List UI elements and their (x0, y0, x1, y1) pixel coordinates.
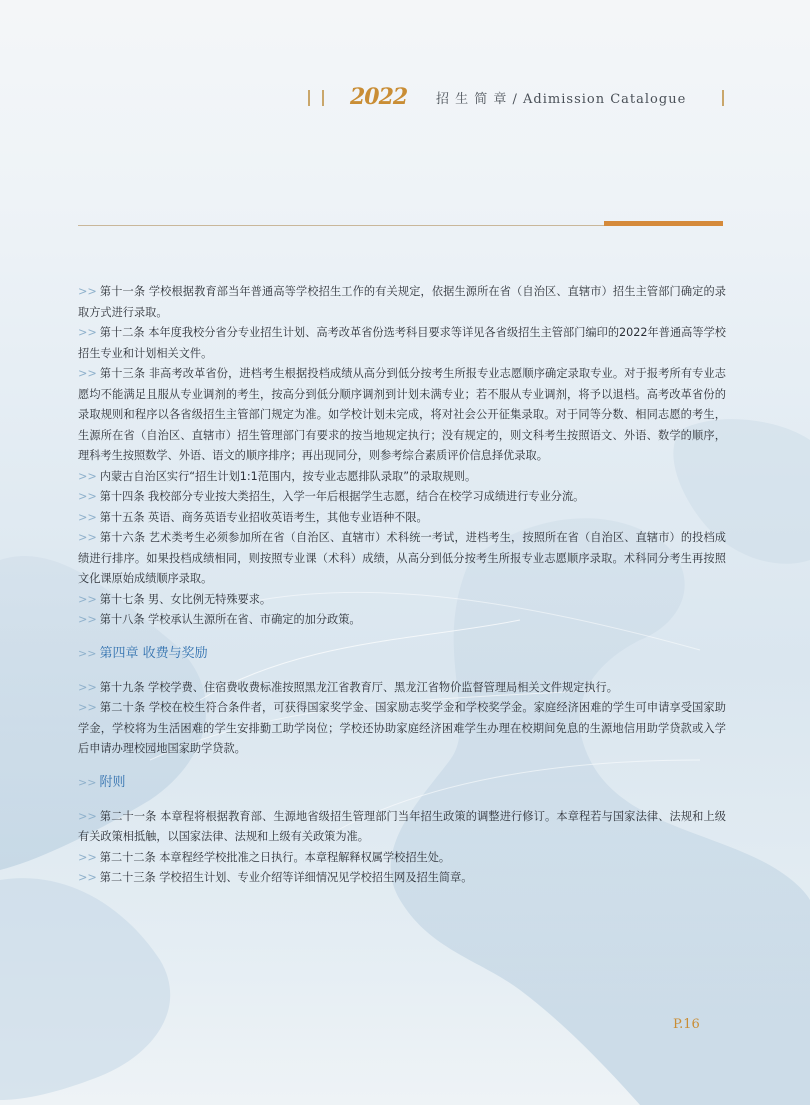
arrow-marker: >> (78, 646, 97, 660)
arrow-marker: >> (78, 469, 97, 483)
article-paragraph (78, 528, 726, 590)
article-paragraph (78, 610, 726, 631)
arrow-marker: >> (78, 871, 97, 884)
article-paragraph (78, 323, 726, 364)
article-paragraph (78, 698, 726, 760)
article-paragraph (78, 807, 726, 848)
arrow-marker: >> (78, 285, 97, 298)
section-title: 附则 (99, 774, 126, 790)
article-text: 第十七条 男、女比例无特殊要求。 (99, 592, 272, 606)
article-text: 第十一条 学校根据教育部当年普通高等学校招生工作的有关规定，依据生源所在省（自治区、直辖市）招生主管部门确定的录取方式进行录取。 (78, 285, 726, 319)
article-text: 内蒙古自治区实行“招生计划1:1范围内，按专业志愿排队录取”的录取规则。 (99, 469, 477, 483)
header-divider-bar (322, 90, 324, 106)
arrow-marker: >> (78, 531, 97, 544)
arrow-marker: >> (78, 326, 97, 339)
article-text: 第十三条 非高考改革省份，进档考生根据投档成绩从高分到低分按考生所报专业志愿顺序确定录取专业。对于报考所有专业志愿均不能满足且服从专业调剂的考生，按高分到低分顺序调剂到计划未满专业；若不服从专业调剂，将予以退档。高考改革省份的录取规则和程序以各省级招生主管部门规定为准。如学校计划未完成，将对社会公开征集录取。对于同等分数、相同志愿的考生，生源所在省（自治区、直辖市）招生管理部门有要求的按当地规定执行；没有规定的，则文科考生按照语文、外语、数学的顺序，理科考生按照数学、外语、语文的顺序排序；再出现同分，则参考综合素质评价信息择优录取。 (78, 367, 726, 462)
article-paragraph (78, 868, 726, 889)
article-text: 第二十二条 本章程经学校批准之日执行。本章程解释权属学校招生处。 (99, 850, 451, 864)
header-divider-bar (308, 90, 310, 106)
article-paragraph (78, 590, 726, 611)
article-paragraph (78, 487, 726, 508)
article-paragraph (78, 364, 726, 467)
arrow-marker: >> (78, 592, 97, 606)
article-text: 第十二条 本年度我校分省分专业招生计划、高考改革省份选考科目要求等详见各省级招生主管部门编印的2022年普通高等学校招生专业和计划相关文件。 (78, 326, 726, 360)
arrow-marker: >> (78, 680, 97, 694)
article-paragraph (78, 467, 726, 488)
article-paragraph (78, 848, 726, 869)
header-title: 招 生 简 章 / Adimission Catalogue (436, 92, 687, 107)
article-text: 第十九条 学校学费、住宿费收费标准按照黑龙江省教育厅、黑龙江省物价监督管理局相关文件规定执行。 (99, 680, 618, 694)
arrow-marker: >> (78, 510, 97, 524)
arrow-marker: >> (78, 613, 97, 626)
arrow-marker: >> (78, 850, 97, 864)
header-divider-bar (722, 90, 724, 106)
page-header (300, 86, 730, 112)
section-heading-fees (78, 644, 726, 664)
article-text: 第十八条 学校承认生源所在省、市确定的加分政策。 (99, 613, 361, 626)
arrow-marker: >> (78, 490, 97, 503)
arrow-marker: >> (78, 701, 97, 714)
section-heading-appendix (78, 773, 726, 793)
document-body (78, 282, 726, 889)
page-number: P.16 (673, 1017, 700, 1032)
section-title: 第四章 收费与奖励 (99, 645, 208, 661)
header-year-logo: 2022 (350, 84, 408, 110)
header-rule-accent (604, 221, 723, 226)
article-text: 第二十条 学校在校生符合条件者，可获得国家奖学金、国家励志奖学金和学校奖学金。家庭经济困难的学生可申请享受国家助学金，学校将为生活困难的学生安排勤工助学岗位；学校还协助家庭经济困难学生办理在校期间免息的生源地信用助学贷款或入学后申请办理校园地国家助学贷款。 (78, 701, 726, 755)
arrow-marker: >> (78, 775, 97, 789)
article-paragraph (78, 678, 726, 699)
article-text: 第十五条 英语、商务英语专业招收英语考生，其他专业语种不限。 (99, 510, 428, 524)
arrow-marker: >> (78, 809, 97, 823)
article-text: 第二十三条 学校招生计划、专业介绍等详细情况见学校招生网及招生简章。 (99, 871, 473, 884)
article-paragraph (78, 282, 726, 323)
article-paragraph (78, 508, 726, 529)
arrow-marker: >> (78, 367, 97, 380)
article-text: 第十四条 我校部分专业按大类招生，入学一年后根据学生志愿，结合在校学习成绩进行专业分流。 (99, 490, 585, 503)
article-text: 第二十一条 本章程将根据教育部、生源地省级招生管理部门当年招生政策的调整进行修订。本章程若与国家法律、法规和上级有关政策相抵触，以国家法律、法规和上级有关政策为准。 (78, 809, 726, 843)
article-text: 第十六条 艺术类考生必须参加所在省（自治区、直辖市）术科统一考试，进档考生，按照所在省（自治区、直辖市）的投档成绩进行排序。如果投档成绩相同，则按照专业课（术科）成绩，从高分到低分按考生所报专业志愿顺序录取。术科同分考生再按照文化课原始成绩顺序录取。 (78, 531, 726, 585)
